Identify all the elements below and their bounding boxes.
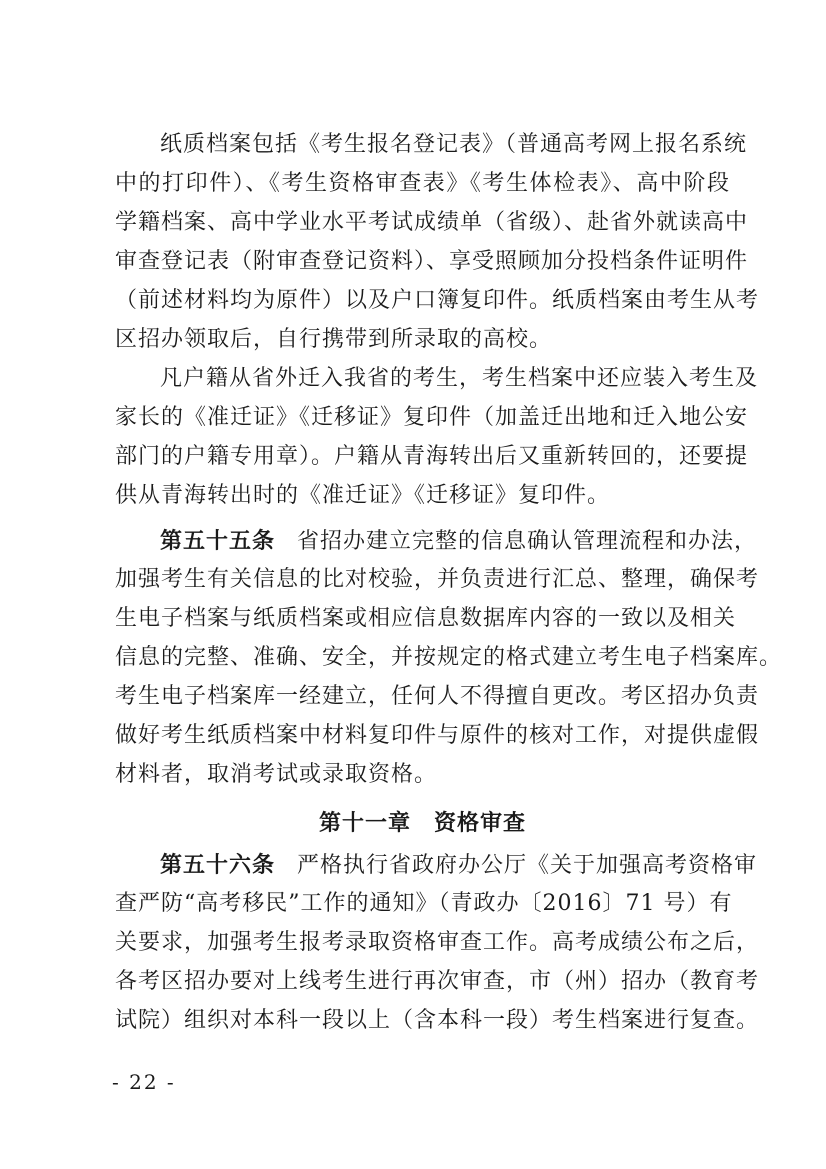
- text-line: 部门的户籍专用章）。户籍从青海转出后又重新转回的，还要提: [115, 444, 749, 469]
- text-line: 考生电子档案库一经建立，任何人不得擅自更改。考区招办负责: [115, 684, 760, 709]
- text-line: 做好考生纸质档案中材料复印件与原件的核对工作，对提供虚假: [115, 723, 760, 748]
- text-line: 审查登记表（附审查登记资料）、享受照顾加分投档条件证明件: [115, 249, 749, 274]
- text-line: （前述材料均为原件）以及户口簿复印件。纸质档案由考生从考: [115, 288, 760, 313]
- text-line: 各考区招办要对上线考生进行再次审查，市（州）招办（教育考: [115, 969, 760, 994]
- text-line: 加强考生有关信息的比对校验，并负责进行汇总、整理，确保考: [115, 567, 760, 592]
- chapter-heading: 第十一章 资格审查: [318, 810, 526, 836]
- text-line: 信息的完整、准确、安全，并按规定的格式建立考生电子档案库。: [115, 645, 783, 670]
- text-line: 区招办领取后，自行携带到所录取的高校。: [115, 327, 553, 352]
- article-56-label: 第五十六条: [160, 852, 276, 878]
- text-line: 家长的《准迁证》《迁移证》复印件（加盖迁出地和迁入地公安: [115, 405, 749, 430]
- article-55-label: 第五十五条: [160, 528, 276, 554]
- text-line: 供从青海转出时的《准迁证》《迁移证》复印件。: [115, 483, 611, 508]
- text-line: 凡户籍从省外迁入我省的考生，考生档案中还应装入考生及: [160, 366, 759, 391]
- article-56-first-line: [160, 850, 758, 880]
- text-line: 材料者，取消考试或录取资格。: [115, 762, 438, 787]
- text-line: 生电子档案与纸质档案或相应信息数据库内容的一致以及相关: [115, 606, 737, 631]
- article-55-first-line: [160, 526, 758, 556]
- text-span: 严格执行省政府办公厅《关于加强高考资格审: [297, 853, 758, 878]
- text-line: 中的打印件）、《考生资格审查表》《考生体检表》、高中阶段: [115, 171, 730, 196]
- text-line: 纸质档案包括《考生报名登记表》（普通高考网上报名系统: [160, 132, 748, 157]
- text-line: 查严防“高考移民”工作的通知》（青政办〔2016〕71 号）有: [115, 891, 733, 916]
- text-line: 学籍档案、高中学业水平考试成绩单（省级）、赴省外就读高中: [115, 210, 749, 235]
- text-line: 关要求，加强考生报考录取资格审查工作。高考成绩公布之后，: [115, 930, 760, 955]
- text-span: 省招办建立完整的信息确认管理流程和办法，: [297, 529, 758, 554]
- text-line: 试院）组织对本科一段以上（含本科一段）考生档案进行复查。: [115, 1008, 760, 1033]
- page-number: - 22 -: [112, 1070, 176, 1094]
